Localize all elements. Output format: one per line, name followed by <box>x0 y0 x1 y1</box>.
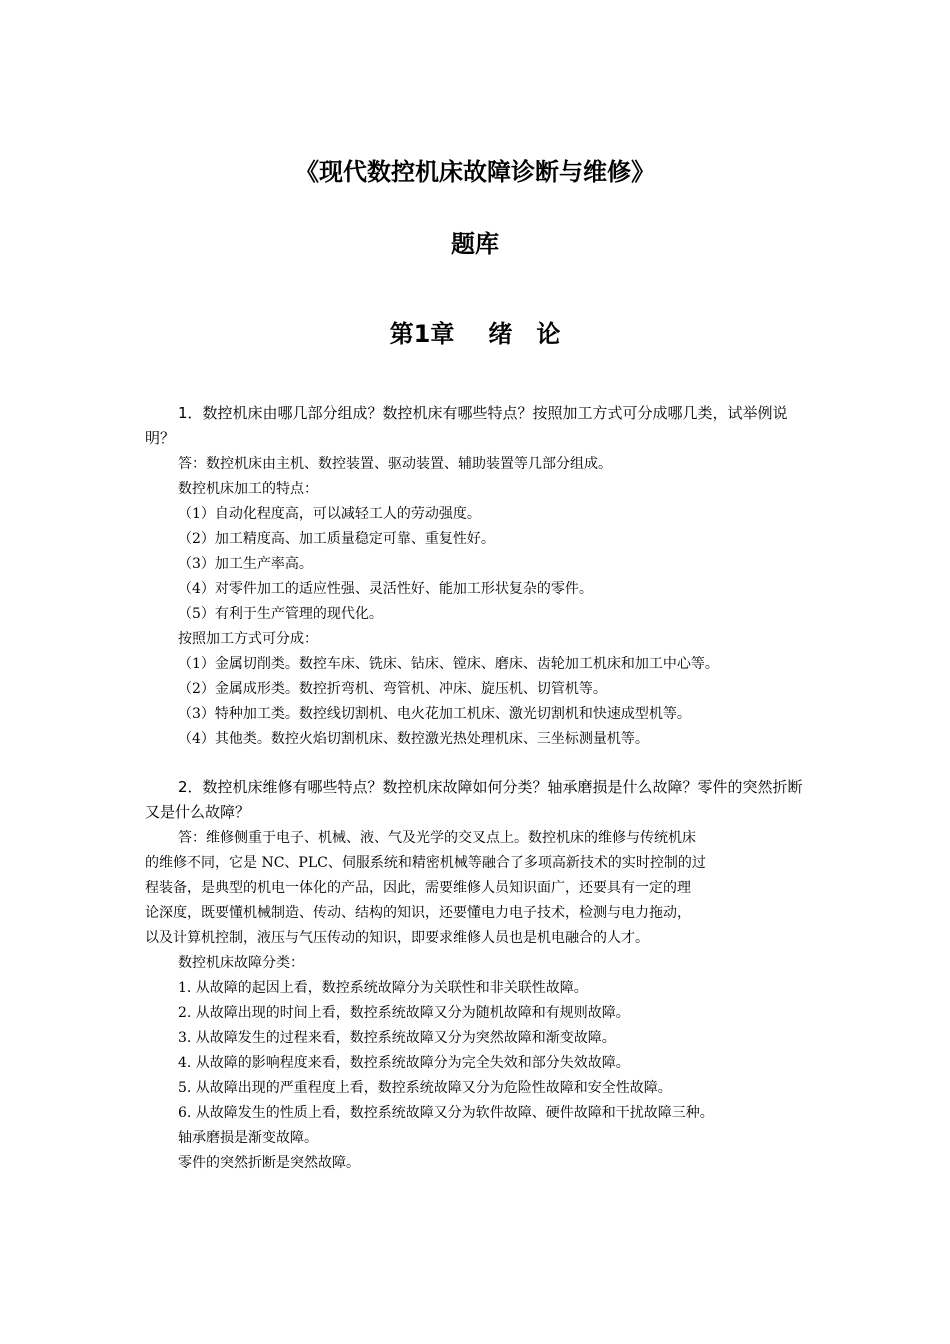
answer-line: （2）加工精度高、加工质量稳定可靠、重复性好。 <box>178 531 495 547</box>
answer-line: （3）特种加工类。数控线切割机、电火花加工机床、激光切割机和快速成型机等。 <box>178 706 691 722</box>
document-title: 《现代数控机床故障诊断与维修》 <box>295 158 655 186</box>
answer-line: 的维修不同，它是 NC、PLC、伺服系统和精密机械等融合了多项高新技术的实时控制的过 <box>145 855 706 871</box>
chapter-heading <box>0 316 950 352</box>
answer-line: 答：维修侧重于电子、机械、液、气及光学的交叉点上。数控机床的维修与传统机床 <box>178 830 696 846</box>
answer-line: （3）加工生产率高。 <box>178 556 313 572</box>
answer-line: 程装备，是典型的机电一体化的产品，因此，需要维修人员知识面广，还要具有一定的理 <box>145 880 691 896</box>
answer-line: 零件的突然折断是突然故障。 <box>178 1155 360 1171</box>
answer-line: 答：数控机床由主机、数控装置、驱动装置、辅助装置等几部分组成。 <box>178 456 612 472</box>
document-subtitle: 题库 <box>451 230 499 258</box>
answer-line: 1. 从故障的起因上看，数控系统故障分为关联性和非关联性故障。 <box>178 980 588 996</box>
question-1: 1．数控机床由哪几部分组成？数控机床有哪些特点？按照加工方式可分成哪几类，试举例说明？ <box>145 404 788 447</box>
answer-line: 按照加工方式可分成： <box>178 631 318 647</box>
answer-line: （4）其他类。数控火焰切割机床、数控激光热处理机床、三坐标测量机等。 <box>178 731 649 747</box>
question-2: 2．数控机床维修有哪些特点？数控机床故障如何分类？轴承磨损是什么故障？零件的突然折断又是什么故障？ <box>145 778 803 821</box>
answer-line: 以及计算机控制，液压与气压传动的知识，即要求维修人员也是机电融合的人才。 <box>145 930 649 946</box>
answer-line: （1）自动化程度高，可以减轻工人的劳动强度。 <box>178 506 481 522</box>
answer-line: 数控机床加工的特点： <box>178 481 318 497</box>
answer-line: 2. 从故障出现的时间上看，数控系统故障又分为随机故障和有规则故障。 <box>178 1005 630 1021</box>
answer-line: 5. 从故障出现的严重程度上看，数控系统故障又分为危险性故障和安全性故障。 <box>178 1080 672 1096</box>
answer-line: （5）有利于生产管理的现代化。 <box>178 606 383 622</box>
answer-line: （1）金属切削类。数控车床、铣床、钻床、镗床、磨床、齿轮加工机床和加工中心等。 <box>178 656 719 672</box>
answer-line: （2）金属成形类。数控折弯机、弯管机、冲床、旋压机、切管机等。 <box>178 681 607 697</box>
answer-line: 3. 从故障发生的过程来看，数控系统故障又分为突然故障和渐变故障。 <box>178 1030 616 1046</box>
chapter-name: 绪 论 <box>488 320 561 348</box>
answer-line: 轴承磨损是渐变故障。 <box>178 1130 318 1146</box>
chapter-number: 第1章 <box>389 320 455 348</box>
answer-line: 数控机床故障分类： <box>178 955 304 971</box>
answer-line: 论深度，既要懂机械制造、传动、结构的知识，还要懂电力电子技术，检测与电力拖动， <box>145 905 691 921</box>
answer-line: 4. 从故障的影响程度来看，数控系统故障分为完全失效和部分失效故障。 <box>178 1055 630 1071</box>
answer-line: 6. 从故障发生的性质上看，数控系统故障又分为软件故障、硬件故障和干扰故障三种。 <box>178 1105 714 1121</box>
answer-line: （4）对零件加工的适应性强、灵活性好、能加工形状复杂的零件。 <box>178 581 593 597</box>
